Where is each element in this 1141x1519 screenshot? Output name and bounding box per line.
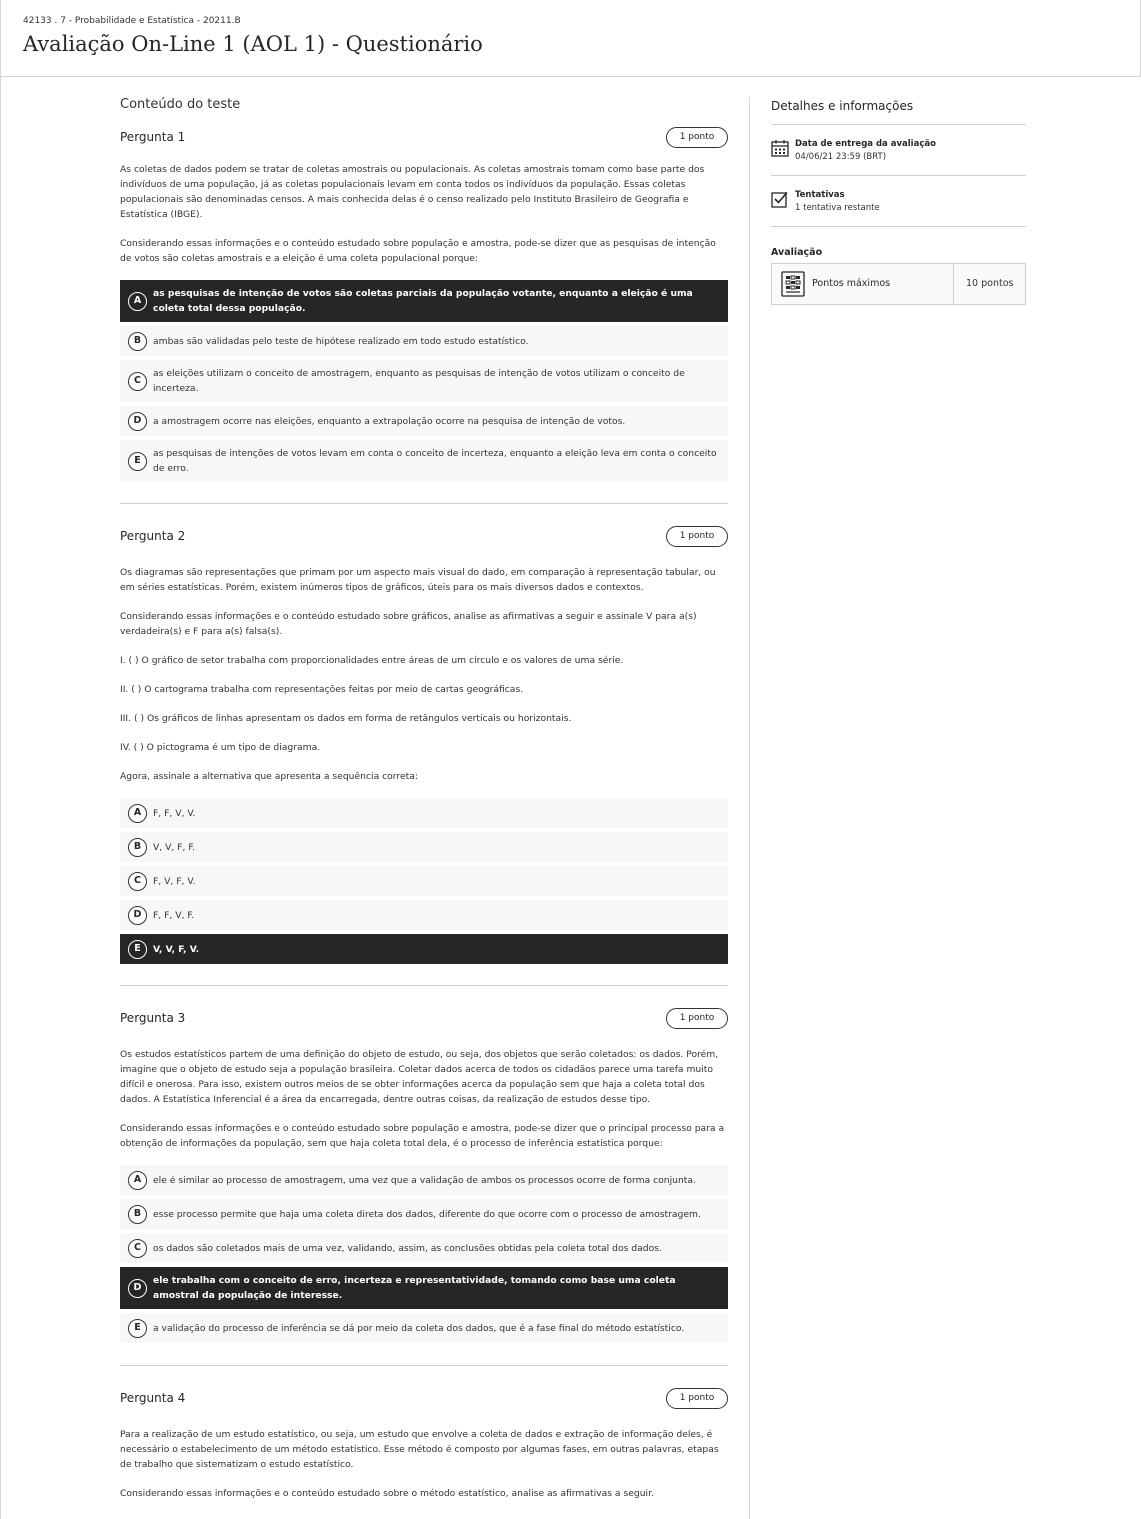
max-points-box (771, 263, 1026, 305)
question-text: IV. ( ) O pictograma é um tipo de diagrama. (120, 742, 321, 753)
option-text: a validação do processo de inferência se dá por meio da coleta dos dados, que é a fase final do método estatístico. (153, 1322, 685, 1334)
question-text: Agora, assinale a alternativa que apresenta a sequência correta: (120, 771, 418, 782)
question-header (120, 1388, 728, 1410)
option-c[interactable] (120, 360, 728, 402)
question-text: Para a realização de um estudo estatístico, ou seja, um estudo que envolve a coleta de dados e extração de informação deles, é necessário o estabelecimento de um método estatístico. Esse método é composto por algumas fases, em outras palavras, etapas de trabalho que sistematizam o estudo estatístico. (120, 1429, 719, 1470)
checkbox-icon (771, 190, 789, 208)
evaluation-label: Avaliação (771, 247, 823, 258)
column-divider (749, 97, 750, 1519)
sidebar-title: Detalhes e informações (771, 97, 1026, 125)
option-a[interactable] (120, 798, 728, 828)
option-text: F, F, V, V. (153, 807, 196, 819)
option-letter: B (128, 1205, 147, 1224)
score-grid-icon (780, 271, 806, 297)
option-e[interactable] (120, 1313, 728, 1343)
option-letter: C (128, 372, 147, 391)
question-divider (120, 503, 728, 504)
question-text: As coletas de dados podem se tratar de coletas amostrais ou populacionais. As coletas amostrais tomam como base parte dos indivíduos de uma população, já as coletas populacionais levam em conta todos os indivíduos da população. Essas coletas populacionais são denominadas censos. A mais conhecida delas é o censo realizado pelo Instituto Brasileiro de Geografia e Estatística (IBGE). (120, 164, 705, 220)
question-text: Considerando essas informações e o conteúdo estudado sobre gráficos, analise as afirmativas a seguir e assinale V para a(s) verdadeira(s) e F para a(s) falsa(s). (120, 611, 697, 637)
question-header (120, 127, 728, 149)
option-b[interactable] (120, 1199, 728, 1229)
attempts-label: Tentativas (795, 190, 845, 200)
option-letter: D (128, 412, 147, 431)
option-letter: D (128, 1279, 147, 1298)
question-text: I. ( ) O gráfico de setor trabalha com proporcionalidades entre áreas de um círculo e os valores de uma série. (120, 655, 624, 666)
option-text: as pesquisas de intenções de votos levam em conta o conceito de incerteza, enquanto a eleição leva em conta o conceito de erro. (153, 448, 717, 474)
option-b[interactable] (120, 832, 728, 862)
points-badge: 1 ponto (666, 1388, 728, 1409)
option-letter: A (128, 1171, 147, 1190)
option-e[interactable] (120, 440, 728, 482)
question-3 (120, 1008, 728, 1343)
question-header (120, 526, 728, 548)
question-text: Considerando essas informações e o conteúdo estudado sobre população e amostra, pode-se dizer que o principal processo para a obtenção de informações da população, sem que haja coleta total dela, é o processo de inferência estatística porque: (120, 1123, 725, 1149)
option-text: os dados são coletados mais de uma vez, validando, assim, as conclusões obtidas pela coleta total dos dados. (153, 1242, 662, 1254)
option-text: F, V, F, V. (153, 875, 196, 887)
option-letter: B (128, 332, 147, 351)
option-letter: E (128, 940, 147, 959)
question-title: Pergunta 1 (120, 130, 186, 144)
question-divider (120, 1365, 728, 1366)
option-letter: C (128, 872, 147, 891)
option-text: as pesquisas de intenção de votos são coletas parciais da população votante, enquanto a eleição é uma coleta total dessa população. (153, 288, 693, 314)
question-text: III. ( ) Os gráficos de linhas apresentam os dados em forma de retângulos verticais ou horizontais. (120, 713, 572, 724)
option-d[interactable] (120, 900, 728, 930)
option-letter: D (128, 906, 147, 925)
question-2 (120, 526, 728, 964)
option-text: as eleições utilizam o conceito de amostragem, enquanto as pesquisas de intenção de votos utilizam o conceito de incerteza. (153, 368, 685, 394)
left-border (0, 77, 1, 1519)
option-letter: B (128, 838, 147, 857)
option-letter: E (128, 1319, 147, 1338)
points-badge: 1 ponto (666, 127, 728, 148)
question-1 (120, 127, 728, 482)
option-letter: E (128, 452, 147, 471)
option-b[interactable] (120, 326, 728, 356)
question-text: Os diagramas são representações que primam por um aspecto mais visual do dado, em comparação à representação tabular, ou em séries estatísticas. Porém, existem inúmeros tipos de gráficos, úteis para os mais diversos dados e contextos. (120, 567, 716, 593)
option-letter: A (128, 292, 147, 311)
option-text: V, V, F, V. (153, 943, 200, 955)
option-text: ele é similar ao processo de amostragem, uma vez que a validação de ambos os processos ocorre de forma conjunta. (153, 1174, 696, 1186)
details-sidebar (771, 97, 1026, 305)
course-name: 42133 . 7 - Probabilidade e Estatística - 20211.B (23, 16, 241, 26)
score-separator (953, 264, 954, 304)
points-badge: 1 ponto (666, 1008, 728, 1029)
question-text: Considerando essas informações e o conteúdo estudado sobre população e amostra, pode-se dizer que as pesquisas de intenção de votos são coletas amostrais e a eleição é uma coleta populacional porque: (120, 238, 716, 264)
option-c[interactable] (120, 866, 728, 896)
section-title: Conteúdo do teste (120, 97, 241, 112)
option-e[interactable] (120, 934, 728, 964)
due-date-label: Data de entrega da avaliação (795, 139, 936, 149)
option-c[interactable] (120, 1233, 728, 1263)
calendar-icon (771, 139, 789, 157)
max-points-label: Pontos máximos (812, 278, 891, 289)
question-text: II. ( ) O cartograma trabalha com representações feitas por meio de cartas geográficas. (120, 684, 524, 695)
page-title: Avaliação On-Line 1 (AOL 1) - Questionário (23, 32, 483, 56)
option-text: ele trabalha com o conceito de erro, incerteza e representatividade, tomando como base uma coleta amostral da população de interesse. (153, 1275, 676, 1301)
question-text: Os estudos estatísticos partem de uma definição do objeto de estudo, ou seja, dos objetos que serão coletados: os dados. Porém, imagine que o objeto de estudo seja a população brasileira. Coletar dados acerca de todos os cidadãos parece uma tarefa muito difícil e onerosa. Para isso, existem outros meios de se obter informações acerca da população sem que haja a coleta total dos dados. A Estatística Inferencial é a área da encarregada, dentre outras coisas, da realização de estudos desse tipo. (120, 1049, 719, 1105)
option-text: esse processo permite que haja uma coleta direta dos dados, diferente do que ocorre com o processo de amostragem. (153, 1208, 701, 1220)
due-date-value: 04/06/21 23:59 (BRT) (795, 152, 887, 162)
attempts-value: 1 tentativa restante (795, 203, 880, 213)
option-d[interactable] (120, 1267, 728, 1309)
option-text: a amostragem ocorre nas eleições, enquanto a extrapolação ocorre na pesquisa de intenção de votos. (153, 415, 626, 427)
question-4 (120, 1388, 728, 1501)
question-title: Pergunta 4 (120, 1391, 186, 1405)
question-divider (120, 985, 728, 986)
option-letter: C (128, 1239, 147, 1258)
option-letter: A (128, 804, 147, 823)
option-a[interactable] (120, 280, 728, 322)
due-date-item (771, 125, 1026, 176)
question-header (120, 1008, 728, 1030)
option-d[interactable] (120, 406, 728, 436)
question-text: Considerando essas informações e o conteúdo estudado sobre o método estatístico, analise as afirmativas a seguir. (120, 1488, 654, 1499)
option-a[interactable] (120, 1165, 728, 1195)
option-text: ambas são validadas pelo teste de hipótese realizado em todo estudo estatístico. (153, 335, 529, 347)
question-title: Pergunta 2 (120, 529, 186, 543)
points-badge: 1 ponto (666, 526, 728, 547)
question-title: Pergunta 3 (120, 1011, 186, 1025)
test-content (120, 97, 728, 1515)
attempts-item (771, 176, 1026, 227)
page-header (0, 0, 1141, 77)
max-points-value: 10 pontos (966, 278, 1014, 289)
option-text: F, F, V, F. (153, 909, 195, 921)
option-text: V, V, F, F. (153, 841, 196, 853)
